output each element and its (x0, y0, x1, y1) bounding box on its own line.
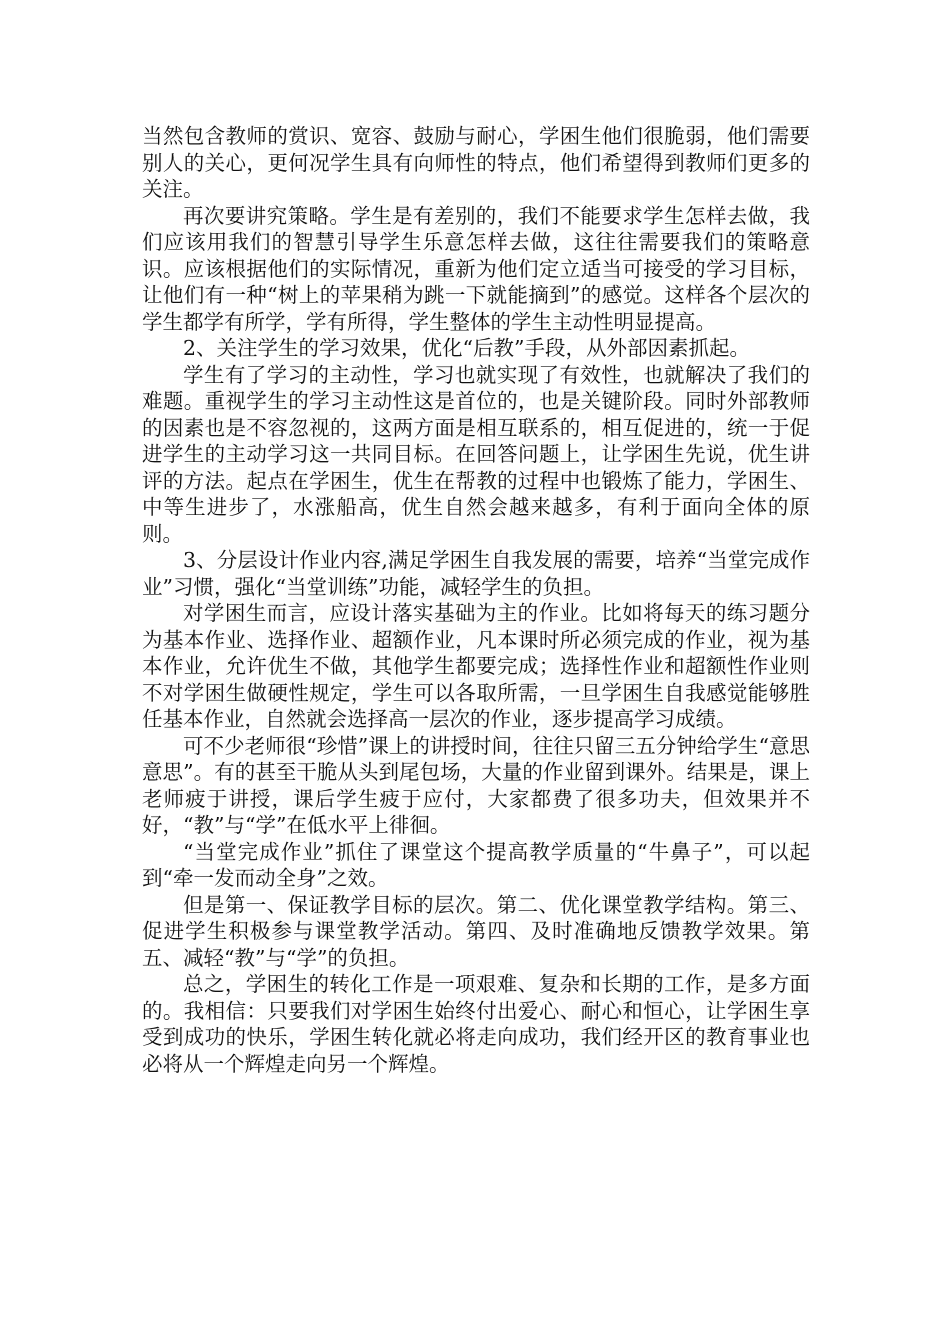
document-page (142, 123, 810, 1077)
paragraph-2: 再次要讲究策略。学生是有差别的，我们不能要求学生怎样去做，我们应该用我们的智慧引导学生乐意怎样去做，这往往需要我们的策略意识。应该根据他们的实际情况，重新为他们定立适当可接受的学习目标，让他们有一种“树上的苹果稍为跳一下就能摘到”的感觉。这样各个层次的学生都学有所学，学有所得，学生整体的学生主动性明显提高。 (142, 203, 810, 334)
paragraph-9: 但是第一、保证教学目标的层次。第二、优化课堂教学结构。第三、促进学生积极参与课堂教学活动。第四、及时准确地反馈教学效果。第五、减轻“教”与“学”的负担。 (142, 892, 810, 970)
paragraph-10: 总之，学困生的转化工作是一项艰难、复杂和长期的工作，是多方面的。我相信：只要我们对学困生始终付出爱心、耐心和恒心，让学困生享受到成功的快乐，学困生转化就必将走向成功，我们经开区的教育事业也必将从一个辉煌走向另一个辉煌。 (142, 972, 810, 1076)
paragraph-1: 当然包含教师的赏识、宽容、鼓励与耐心，学困生他们很脆弱，他们需要别人的关心，更何况学生具有向师性的特点，他们希望得到教师们更多的关注。 (142, 124, 810, 201)
paragraph-7: 可不少老师很“珍惜”课上的讲授时间，往往只留三五分钟给学生“意思意思”。有的甚至干脆从头到尾包场，大量的作业留到课外。结果是，课上老师疲于讲授，课后学生疲于应付，大家都费了很多功夫，但效果并不好，“教”与“学”在低水平上徘徊。 (142, 733, 810, 837)
paragraph-4: 学生有了学习的主动性，学习也就实现了有效性，也就解决了我们的难题。重视学生的学习主动性这是首位的，也是关键阶段。同时外部教师的因素也是不容忽视的，这两方面是相互联系的，相互促进的，统一于促进学生的主动学习这一共同目标。在回答问题上，让学困生先说，优生讲评的方法。起点在学困生，优生在帮教的过程中也锻炼了能力，学困生、中等生进步了，水涨船高，优生自然会越来越多，有利于面向全体的原则。 (142, 362, 810, 546)
paragraph-8: “当堂完成作业”抓住了课堂这个提高教学质量的“牛鼻子”，可以起到“牵一发而动全身”之效。 (142, 839, 810, 890)
paragraph-6: 对学困生而言，应设计落实基础为主的作业。比如将每天的练习题分为基本作业、选择作业、超额作业，凡本课时所必须完成的作业，视为基本作业，允许优生不做，其他学生都要完成；选择性作业和超额性作业则不对学困生做硬性规定，学生可以各取所需，一旦学困生自我感觉能够胜任基本作业，自然就会选择高一层次的作业，逐步提高学习成绩。 (142, 601, 810, 731)
paragraph-5: 3、分层设计作业内容,满足学困生自我发展的需要，培养“当堂完成作业”习惯，强化“当堂训练”功能，减轻学生的负担。 (142, 548, 810, 599)
paragraph-3: 2、关注学生的学习效果，优化“后教”手段，从外部因素抓起。 (183, 336, 751, 360)
